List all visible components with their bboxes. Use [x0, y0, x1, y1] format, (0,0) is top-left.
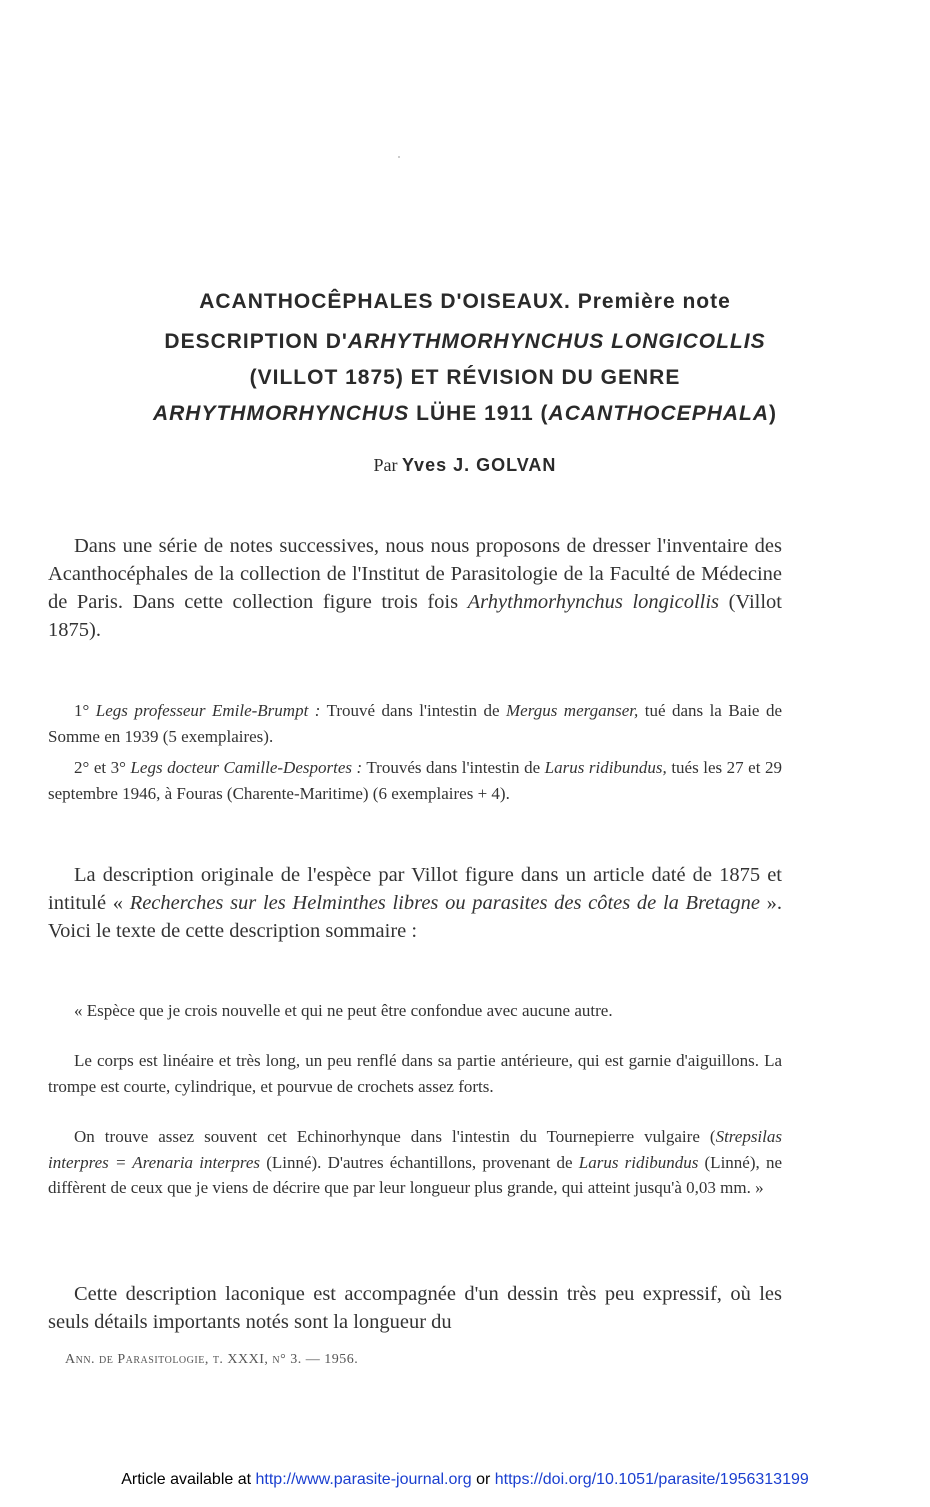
journal-link[interactable]: http://www.parasite-journal.org	[255, 1471, 472, 1488]
doi-link[interactable]: https://doi.org/10.1051/parasite/1956313199	[494, 1471, 809, 1488]
quote-species-2: Larus ridibundus	[578, 1152, 699, 1172]
title-line-3	[40, 366, 890, 390]
title-line-4	[40, 402, 890, 426]
scan-speck	[398, 156, 400, 158]
author-prefix: Par	[373, 455, 403, 475]
description-intro-text-end: ». Voici le texte de cette description sommaire :	[48, 892, 783, 942]
title-line-1-text: ACANTHOCÊPHALES D'OISEAUX. Première note	[199, 290, 731, 313]
legs-1-text: Trouvé dans l'intestin de	[320, 701, 507, 720]
author-name: Yves J. GOLVAN	[402, 455, 557, 475]
legs-item-1	[48, 698, 782, 749]
quote-species-1: Strepsilas interpres = Arenaria interpres	[48, 1127, 782, 1172]
description-intro-paragraph	[48, 861, 782, 945]
legs-2-number: 2° et 3°	[74, 758, 131, 777]
legs-1-text-end: tué dans la Baie de Somme en 1939 (5 exemplaires).	[48, 701, 782, 746]
title-line-4-text: LÜHE 1911 (	[409, 402, 549, 425]
journal-footer	[65, 1352, 358, 1368]
quote-p3-text-mid: (Linné). D'autres échantillons, provenant de	[260, 1152, 579, 1172]
closing-paragraph	[48, 1280, 782, 1336]
intro-text: Dans une série de notes successives, nous nous proposons de dresser l'inventaire des Acanthocéphales de la collection de l'Institut de Parasitologie de la Faculté de Médecine de Paris. Dans cette collection figure trois fois	[48, 535, 782, 613]
intro-paragraph	[48, 532, 782, 644]
title-line-1	[40, 290, 890, 314]
quote-p3-text: On trouve assez souvent cet Echinorhynque dans l'intestin du Tournepierre vulgaire (	[74, 1127, 716, 1146]
quote-p3-text-end: (Linné), ne diffèrent de ceux que je viens de décrire que par leur longueur plus grande, qui atteint jusqu'à 0,03 mm. »	[48, 1152, 782, 1197]
availability-prefix: Article available at	[121, 1471, 256, 1488]
intro-species: Arhythmorhynchus longicollis	[467, 591, 720, 613]
title-genus-name: ARHYTHMORHYNCHUS	[152, 402, 410, 425]
legs-1-title: Legs professeur Emile-Brumpt :	[95, 701, 321, 720]
legs-item-2	[48, 755, 782, 806]
title-line-2	[40, 330, 890, 354]
quote-paragraph-1	[48, 998, 782, 1024]
villot-article-title: Recherches sur les Helminthes libres ou parasites des côtes de la Bretagne	[129, 892, 760, 914]
legs-2-title: Legs docteur Camille-Desportes :	[130, 758, 363, 777]
legs-2-text: Trouvés dans l'intestin de	[362, 758, 545, 777]
availability-line	[0, 1471, 930, 1489]
description-intro-text: La description originale de l'espèce par Villot figure dans un article daté de 1875 et intitulé «	[48, 864, 782, 914]
legs-2-text-end: tués les 27 et 29 septembre 1946, à Fouras (Charente-Maritime) (6 exemplaires + 4).	[48, 758, 782, 803]
legs-1-species: Mergus merganser,	[506, 701, 639, 720]
title-line-4-close: )	[769, 402, 778, 425]
author-line	[40, 455, 890, 476]
intro-text-end: (Villot 1875).	[48, 591, 782, 641]
legs-1-number: 1°	[74, 701, 96, 720]
title-line-2-text: DESCRIPTION D'	[164, 330, 348, 353]
quote-paragraph-2	[48, 1048, 782, 1099]
title-phylum-name: ACANTHOCEPHALA	[548, 402, 770, 425]
quote-paragraph-3	[48, 1124, 782, 1201]
quote-p2-text: Le corps est linéaire et très long, un peu renflé dans sa partie antérieure, qui est garnie d'aiguillons. La trompe est courte, cylindrique, et pourvue de crochets assez forts.	[48, 1051, 782, 1096]
availability-or: or	[471, 1471, 495, 1488]
closing-text: Cette description laconique est accompagnée d'un dessin très peu expressif, où les seuls détails importants notés sont la longueur du	[48, 1283, 782, 1333]
journal-citation: Ann. de Parasitologie, t. XXXI, n° 3. — 1956.	[65, 1352, 359, 1367]
title-line-3-text: (VILLOT 1875) ET RÉVISION DU GENRE	[249, 366, 681, 389]
title-species-name: ARHYTHMORHYNCHUS LONGICOLLIS	[347, 330, 766, 353]
quote-p1-text: « Espèce que je crois nouvelle et qui ne peut être confondue avec aucune autre.	[74, 1001, 613, 1020]
legs-2-species: Larus ridibundus,	[544, 758, 667, 777]
